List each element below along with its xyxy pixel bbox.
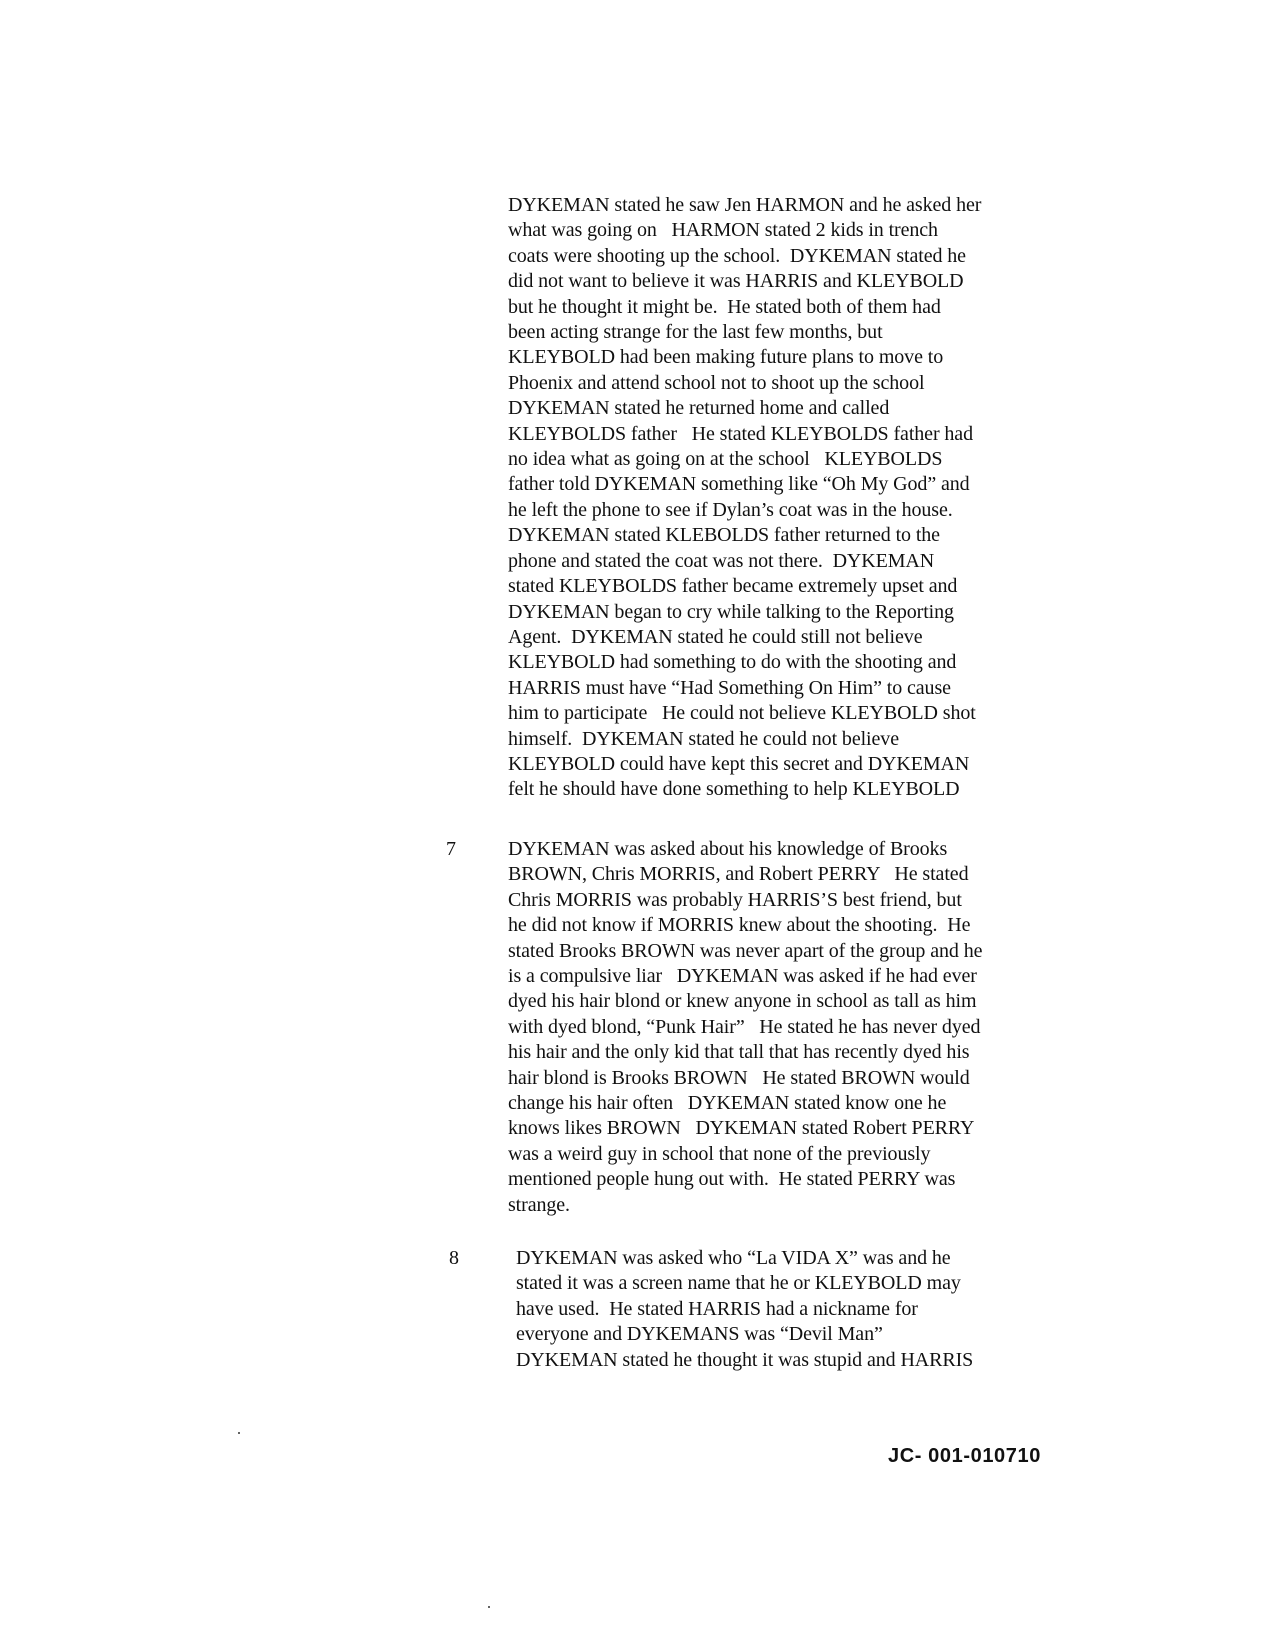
text-line: change his hair often DYKEMAN stated know one he [508, 1092, 947, 1115]
text-line: coats were shooting up the school. DYKEMAN stated he [508, 244, 966, 267]
text-line: Agent. DYKEMAN stated he could still not believe [508, 625, 923, 648]
text-line: DYKEMAN stated he returned home and called [508, 397, 890, 420]
text-line: he did not know if MORRIS knew about the shooting. He [508, 914, 971, 937]
text-line: everyone and DYKEMANS was “Devil Man” [516, 1323, 883, 1346]
text-line: strange. [508, 1193, 570, 1216]
scan-speck [238, 1432, 240, 1434]
paragraph-number-7: 7 [446, 838, 456, 860]
text-line: have used. He stated HARRIS had a nickname for [516, 1297, 918, 1320]
text-line: DYKEMAN stated he thought it was stupid and HARRIS [516, 1348, 974, 1371]
text-line: no idea what as going on at the school KLEYBOLDS [508, 448, 943, 471]
text-line: KLEYBOLDS father He stated KLEYBOLDS father had [508, 422, 973, 445]
text-line: KLEYBOLD could have kept this secret and DYKEMAN [508, 752, 970, 775]
text-line: DYKEMAN stated he saw Jen HARMON and he asked her [508, 194, 982, 216]
text-line: knows likes BROWN DYKEMAN stated Robert PERRY [508, 1117, 975, 1140]
text-line: HARRIS must have “Had Something On Him” to cause [508, 676, 951, 699]
scan-speck [488, 1606, 490, 1608]
text-line: DYKEMAN stated KLEBOLDS father returned to the [508, 524, 940, 547]
text-line: stated it was a screen name that he or KLEYBOLD may [516, 1272, 961, 1295]
text-line: father told DYKEMAN something like “Oh My God” and [508, 473, 970, 496]
paragraph-continued [508, 193, 1048, 803]
text-line: dyed his hair blond or knew anyone in school as tall as him [508, 990, 977, 1013]
text-line: DYKEMAN was asked who “La VIDA X” was and he [516, 1247, 951, 1269]
text-line: is a compulsive liar DYKEMAN was asked if he had ever [508, 965, 977, 988]
paragraph-number-8: 8 [449, 1247, 459, 1269]
bates-number: JC- 001-010710 [888, 1445, 1041, 1467]
text-line: his hair and the only kid that tall that has recently dyed his [508, 1041, 970, 1064]
text-line: stated KLEYBOLDS father became extremely upset and [508, 575, 958, 598]
paragraph-8 [516, 1246, 1056, 1373]
text-line: felt he should have done something to help KLEYBOLD [508, 778, 960, 801]
text-line: DYKEMAN was asked about his knowledge of Brooks [508, 838, 948, 860]
paragraph-7 [508, 837, 1048, 1218]
text-line: Phoenix and attend school not to shoot up the school [508, 371, 925, 394]
text-line: him to participate He could not believe KLEYBOLD shot [508, 702, 976, 725]
text-line: KLEYBOLD had been making future plans to move to [508, 346, 944, 369]
text-line: phone and stated the coat was not there. DYKEMAN [508, 549, 935, 572]
text-line: KLEYBOLD had something to do with the shooting and [508, 651, 957, 674]
text-line: mentioned people hung out with. He stated PERRY was [508, 1168, 956, 1191]
text-line: what was going on HARMON stated 2 kids in trench [508, 219, 938, 242]
text-line: was a weird guy in school that none of the previously [508, 1142, 931, 1165]
text-line: did not want to believe it was HARRIS and KLEYBOLD [508, 270, 964, 293]
text-line: Chris MORRIS was probably HARRIS’S best friend, but [508, 888, 962, 911]
text-line: been acting strange for the last few months, but [508, 321, 883, 344]
text-line: stated Brooks BROWN was never apart of the group and he [508, 939, 983, 962]
text-line: BROWN, Chris MORRIS, and Robert PERRY He stated [508, 863, 969, 886]
text-line: but he thought it might be. He stated both of them had [508, 295, 941, 318]
text-line: he left the phone to see if Dylan’s coat was in the house. [508, 498, 953, 521]
text-line: DYKEMAN began to cry while talking to the Reporting [508, 600, 954, 623]
text-line: with dyed blond, “Punk Hair” He stated he has never dyed [508, 1015, 981, 1038]
text-line: himself. DYKEMAN stated he could not believe [508, 727, 899, 750]
text-line: hair blond is Brooks BROWN He stated BROWN would [508, 1066, 970, 1089]
